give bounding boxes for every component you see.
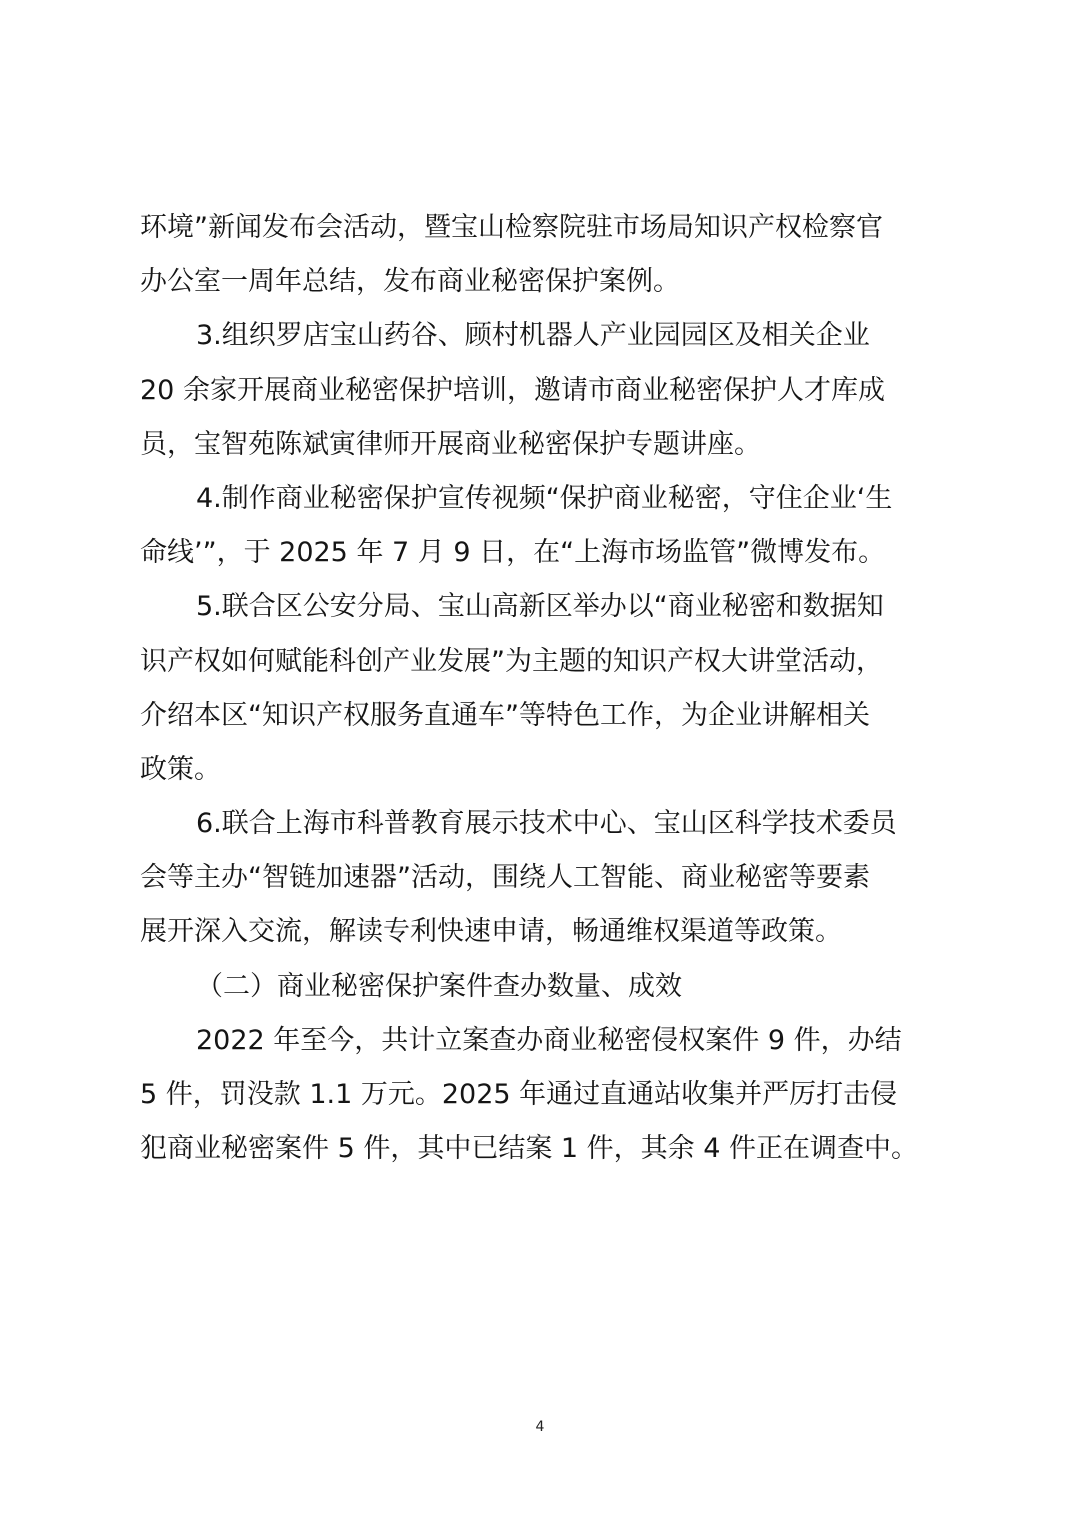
section-heading: （二）商业秘密保护案件查办数量、成效 bbox=[196, 970, 682, 1002]
paragraph-line: 办公室一周年总结，发布商业秘密保护案例。 bbox=[140, 266, 680, 298]
paragraph-line: 2022 年至今，共计立案查办商业秘密侵权案件 9 件，办结 bbox=[196, 1024, 902, 1056]
paragraph-line: 5.联合区公安分局、宝山高新区举办以“商业秘密和数据知 bbox=[196, 591, 884, 623]
paragraph-line: 犯商业秘密案件 5 件，其中已结案 1 件，其余 4 件正在调查中。 bbox=[140, 1133, 919, 1165]
paragraph-line: 20 余家开展商业秘密保护培训，邀请市商业秘密保护人才库成 bbox=[140, 374, 885, 406]
paragraph-line: 展开深入交流，解读专利快速申请，畅通维权渠道等政策。 bbox=[140, 916, 842, 948]
paragraph-line: 会等主办“智链加速器”活动，围绕人工智能、商业秘密等要素 bbox=[140, 862, 870, 894]
paragraph-line: 环境”新闻发布会活动，暨宝山检察院驻市场局知识产权检察官 bbox=[140, 212, 883, 243]
paragraph-line: 识产权如何赋能科创产业发展”为主题的知识产权大讲堂活动， bbox=[140, 645, 883, 677]
page-number: 4 bbox=[535, 1419, 545, 1435]
paragraph-line: 政策。 bbox=[140, 753, 221, 785]
paragraph-line: 员，宝智苑陈斌寅律师开展商业秘密保护专题讲座。 bbox=[140, 428, 761, 460]
paragraph-line: 命线’”，于 2025 年 7 月 9 日，在“上海市场监管”微博发布。 bbox=[140, 537, 886, 569]
document-body bbox=[140, 201, 940, 1176]
paragraph-line: 4.制作商业秘密保护宣传视频“保护商业秘密，守住企业‘生 bbox=[196, 482, 893, 514]
paragraph-line: 3.组织罗店宝山药谷、顾村机器人产业园园区及相关企业 bbox=[196, 320, 870, 352]
paragraph-line: 6.联合上海市科普教育展示技术中心、宝山区科学技术委员 bbox=[196, 808, 897, 840]
paragraph-line: 介绍本区“知识产权服务直通车”等特色工作，为企业讲解相关 bbox=[140, 699, 870, 731]
paragraph-line: 5 件，罚没款 1.1 万元。2025 年通过直通站收集并严厉打击侵 bbox=[140, 1079, 898, 1110]
